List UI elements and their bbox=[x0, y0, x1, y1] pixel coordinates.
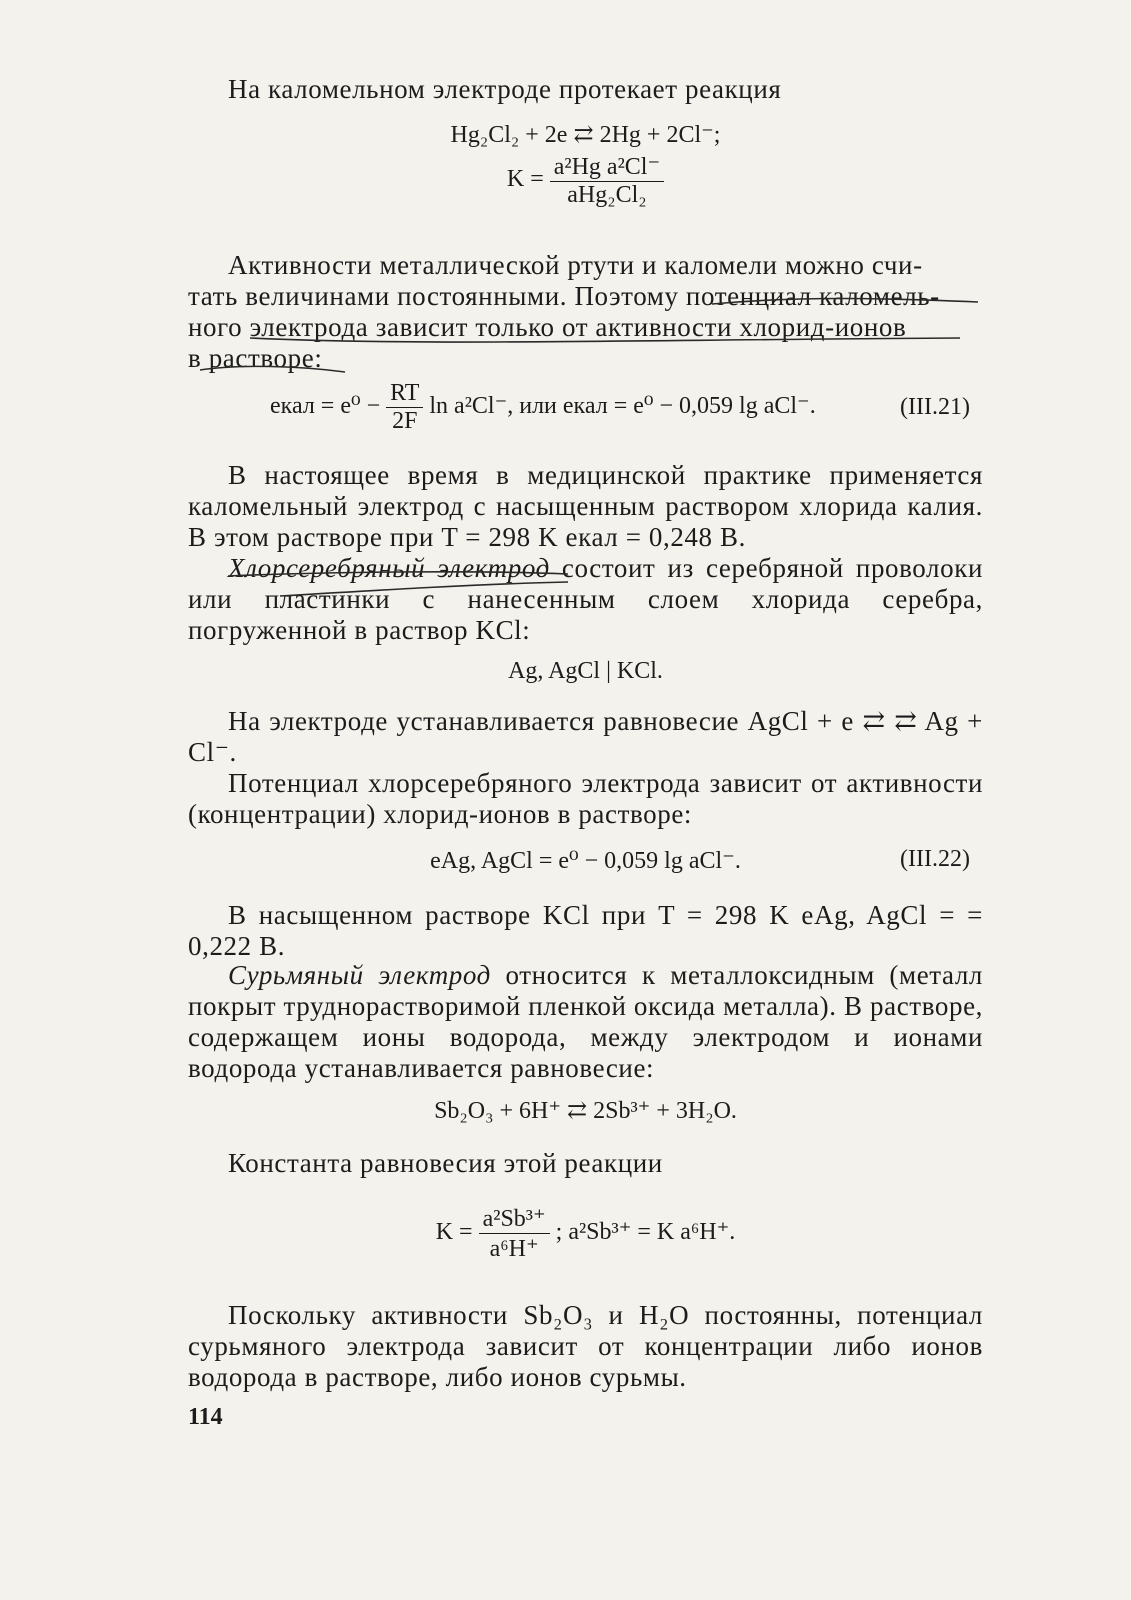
fraction-numerator: a²Hg a²Cl⁻ bbox=[553, 154, 661, 180]
equation-antimony-reaction: Sb₂O₃ + 6H⁺ ⇄ 2Sb³⁺ + 3H₂O. bbox=[434, 1098, 737, 1124]
term-silver-chloride-electrode: Хлорсеребряный электрод bbox=[228, 553, 550, 583]
paragraph-silver-chloride bbox=[188, 553, 983, 646]
paragraph-equilibrium-constant: Константа равновесия этой реакции bbox=[228, 1148, 663, 1178]
paragraph-text: состоит из серебряной проволоки или пластинки с нанесенным слоем хлорида серебра, погруженной в раствор KCl: bbox=[188, 553, 983, 645]
equation-k-label: K = bbox=[435, 1219, 473, 1246]
equation-electrode-scheme: Ag, AgCl | KCl. bbox=[508, 658, 663, 684]
fraction bbox=[479, 1204, 550, 1263]
equation-calomel-reaction: Hg₂Cl₂ + 2e ⇄ 2Hg + 2Cl⁻; bbox=[450, 122, 721, 148]
fraction-numerator: RT bbox=[390, 380, 420, 406]
fraction-denominator: a⁶H⁺ bbox=[479, 1233, 550, 1263]
equation-antimony-constant bbox=[188, 1204, 983, 1263]
paragraph-potential-dependence: Потенциал хлорсеребряного электрода зависит от активности (концентрации) хлорид-ионов в растворе: bbox=[188, 768, 983, 829]
term-antimony-electrode: Сурьмяный электрод bbox=[228, 960, 491, 990]
paragraph-activities bbox=[188, 250, 983, 374]
equation-part: ; a²Sb³⁺ = K a⁶H⁺. bbox=[555, 1219, 736, 1246]
equation-k-label: K = bbox=[506, 166, 544, 193]
paragraph-line: тать величинами постоянными. Поэтому потенциал каломель- bbox=[188, 281, 940, 311]
paragraph-line: ного электрода зависит только от активности хлорид-ионов bbox=[188, 312, 907, 342]
equation-silver-potential: eAg, AgCl = e⁰ − 0,059 lg aCl⁻. bbox=[430, 848, 741, 874]
page-number: 114 bbox=[188, 1404, 223, 1430]
paragraph-line: в растворе: bbox=[188, 343, 323, 373]
fraction bbox=[386, 380, 423, 435]
equation-part: eкал = e⁰ − bbox=[270, 393, 381, 420]
equation-number: (III.21) bbox=[900, 394, 970, 420]
paragraph-text: относится к металлоксидным (металл покрыт труднорастворимой пленкой оксида металла). В растворе, содержащем ионы водорода, между электродом и ионами водорода устанавливается равновесие: bbox=[188, 960, 983, 1083]
equation-calomel-potential bbox=[270, 380, 870, 435]
fraction bbox=[550, 152, 664, 209]
paragraph-medical-practice: В настоящее время в медицинской практике применяется каломельный электрод с насыщенным раствором хлорида калия. В этом растворе при T = 298 K eкал = 0,248 В. bbox=[188, 460, 983, 552]
equation-number: (III.22) bbox=[900, 846, 970, 872]
paragraph-antimony-electrode bbox=[188, 960, 983, 1084]
paragraph-equilibrium: На электроде устанавливается равновесие AgCl + e ⇄ ⇄ Ag + Cl⁻. bbox=[188, 706, 983, 767]
fraction-numerator: a²Sb³⁺ bbox=[482, 1206, 546, 1232]
paragraph-line: Активности металлической ртути и каломели можно счи- bbox=[228, 250, 923, 280]
paragraph-conclusion: Поскольку активности Sb₂O₃ и H₂O постоянны, потенциал сурьмяного электрода зависит от концентрации либо ионов водорода в растворе, либо ионов сурьмы. bbox=[188, 1300, 983, 1392]
fraction-denominator: aHg₂Cl₂ bbox=[550, 181, 664, 209]
paragraph-saturated-kcl: В насыщенном растворе KCl при T = 298 K eAg, AgCl = = 0,222 В. bbox=[188, 900, 983, 961]
fraction-denominator: 2F bbox=[386, 407, 423, 435]
intro-line: На каломельном электроде протекает реакция bbox=[228, 74, 782, 104]
equation-calomel-constant bbox=[188, 152, 983, 209]
equation-part: ln a²Cl⁻, или eкал = e⁰ − 0,059 lg aCl⁻. bbox=[429, 393, 816, 420]
